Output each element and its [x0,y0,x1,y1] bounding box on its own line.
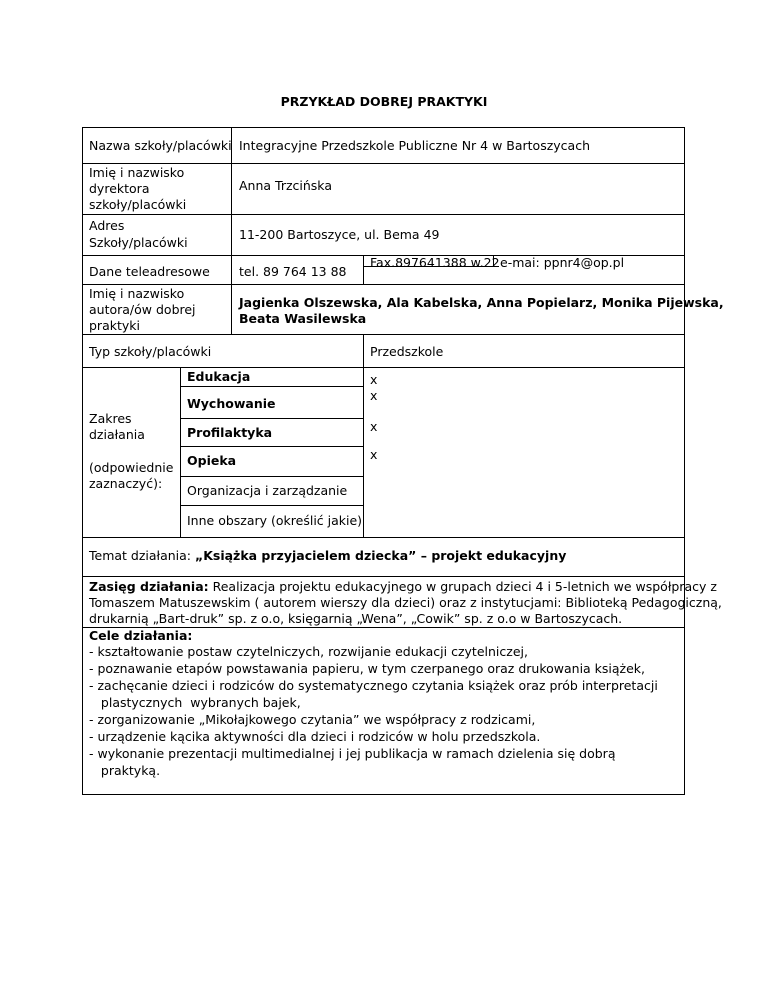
goals-label: Cele działania: [89,628,193,643]
goals-line: - poznawanie etapów powstawania papieru, w tym czerpanego oraz drukowania książek, [89,661,646,676]
type-value: Przedszkole [370,344,444,359]
scope-item-organization: Organizacja i zarządzanie [187,483,348,498]
contact-label: Dane teleadresowe [89,264,210,279]
goals-line: plastycznych wybranych bajek, [89,695,301,710]
authors-label-line1: Imię i nazwisko [89,286,185,301]
authors-value-line1: Jagienka Olszewska, Ala Kabelska, Anna Popielarz, Monika Pijewska, [239,295,724,310]
goals-line: - kształtowanie postaw czytelniczych, rozwijanie edukacji czytelniczej, [89,644,528,659]
scope-item-upbringing: Wychowanie [187,396,276,411]
contact-email: e-mai: ppnr4@op.pl [500,255,625,270]
scope-item-education: Edukacja [187,369,251,384]
address-value: 11-200 Bartoszyce, ul. Bema 49 [239,227,440,242]
topic-row [89,547,566,564]
scope-mark-education: x [370,372,378,387]
contact-tel: tel. 89 764 13 88 [239,264,347,279]
address-label-line2: Szkoły/placówki [89,235,188,250]
scope-note-line2: zaznaczyć): [89,476,163,491]
reach-text-1: Realizacja projektu edukacyjnego w grupach dzieci 4 i 5-letnich we współpracy z [208,579,717,594]
type-label: Typ szkoły/placówki [89,344,212,359]
authors-value-line2: Beata Wasilewska [239,311,367,326]
school-name-label: Nazwa szkoły/placówki [89,138,232,153]
authors-label-line3: praktyki [89,318,140,333]
goals-line: - wykonanie prezentacji multimedialnej i jej publikacja w ramach dzielenia się dobrą [89,746,616,761]
scope-note-line1: (odpowiednie [89,460,174,475]
topic-value: „Książka przyjacielem dziecka” – projekt edukacyjny [195,548,567,563]
scope-label-line1: Zakres [89,411,132,426]
topic-label: Temat działania: [89,548,195,563]
reach-text-2: Tomaszem Matuszewskim ( autorem wierszy dla dzieci) oraz z instytucjami: Biblioteką Pedagogiczną, [89,595,722,610]
goals-line: - zorganizowanie „Mikołajkowego czytania” we współpracy z rodzicami, [89,712,536,727]
goals-line: - zachęcanie dzieci i rodziców do systematycznego czytania książek oraz prób interpretacji [89,678,658,693]
director-label-line2: dyrektora [89,181,150,196]
director-label-line1: Imię i nazwisko [89,165,185,180]
scope-mark-upbringing: x [370,388,378,403]
goals-line: - urządzenie kącika aktywności dla dzieci i rodziców w holu przedszkola. [89,729,541,744]
document-title: PRZYKŁAD DOBREJ PRAKTYKI [280,94,488,109]
scope-mark-care: x [370,447,378,462]
reach-text-3: drukarnią „Bart-druk” sp. z o.o, księgarnią „Wena”, „Cowik” sp. z o.o w Bartoszycach. [89,611,623,626]
reach-line1 [89,578,717,595]
scope-label-line2: działania [89,427,145,442]
scope-item-care: Opieka [187,453,237,468]
school-name-value: Integracyjne Przedszkole Publiczne Nr 4 w Bartoszycach [239,138,591,153]
reach-label: Zasięg działania: [89,579,209,594]
address-label-line1: Adres [89,218,125,233]
goals-line: praktyką. [89,763,161,778]
scope-mark-prevention: x [370,419,378,434]
contact-fax: Fax.897641388 w.22 [370,255,500,270]
director-label-line3: szkoły/placówki [89,197,187,212]
scope-item-other: Inne obszary (określić jakie) [187,513,363,528]
director-value: Anna Trzcińska [239,178,332,193]
authors-label-line2: autora/ów dobrej [89,302,196,317]
scope-item-prevention: Profilaktyka [187,425,273,440]
